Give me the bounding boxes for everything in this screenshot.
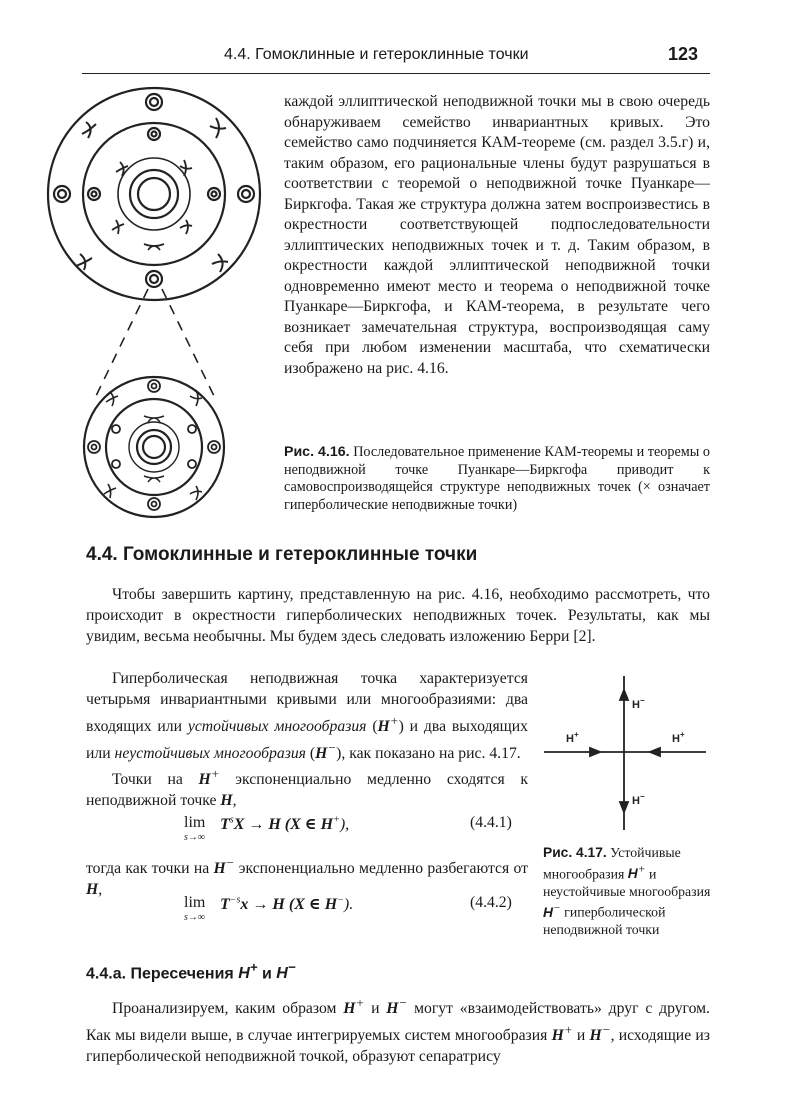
paragraph-hyperbolic bbox=[86, 668, 528, 764]
equation-4-4-2: lim s→∞ $T^{-s}x \to H$ (X ∈ H−). bbox=[184, 894, 354, 923]
symbol-h-plus: H+ bbox=[343, 995, 365, 1018]
text-run: экспоненциально медленно разбегаются от bbox=[234, 860, 528, 878]
subsection-title: 4.4.а. Пересечения H+ и H− bbox=[86, 960, 296, 983]
text-run: , исходящие из гиперболической неподвижной точкой, образуют сепаратрису bbox=[86, 1027, 710, 1066]
label-h-minus-top: H− bbox=[632, 696, 645, 711]
figure-4-16-label: Рис. 4.16. bbox=[284, 444, 350, 460]
text-run: ( bbox=[305, 745, 316, 763]
symbol-h-plus: H+ bbox=[377, 713, 399, 736]
caption-text: гиперболической неподвижной точки bbox=[543, 904, 666, 938]
symbol-h: H bbox=[220, 792, 233, 810]
middle-circle bbox=[83, 123, 225, 265]
arrow-left-icon bbox=[650, 748, 660, 756]
symbol-h-minus: H− bbox=[589, 1022, 611, 1045]
term-unstable-manifolds: неустойчивых многообразия bbox=[114, 745, 306, 763]
text-run: Гиперболическая неподвижная точка характеризуется четырьмя инвариантными кривыми или многообразиями: два входящих или bbox=[86, 670, 528, 736]
header-rule bbox=[82, 73, 710, 74]
label-h-plus-left: H+ bbox=[566, 730, 579, 745]
symbol-h-plus: H+ bbox=[198, 766, 220, 789]
symbol-h-minus: H− bbox=[213, 855, 235, 878]
symbol-h-minus: H− bbox=[276, 960, 296, 983]
text-run: Проанализируем, каким образом bbox=[112, 1000, 344, 1018]
eq-lim: lim bbox=[184, 894, 206, 911]
eq-exponent: −s bbox=[229, 894, 241, 906]
caption-text: и неустойчивые многообразия bbox=[543, 866, 711, 899]
text-run: экспоненциально медленно сходятся к неподвижной точке bbox=[86, 771, 529, 810]
figure-4-17-caption bbox=[543, 844, 711, 939]
figure-4-16-caption bbox=[284, 444, 710, 514]
paragraph-intro: Чтобы завершить картину, представленную на рис. 4.16, необходимо рассмотреть, что происходит в окрестности гиперболических неподвижных точек. Результаты, как мы увидим, весьма необычны. Мы будем здесь следовать изложению Берри [2]. bbox=[86, 586, 710, 645]
equation-4-4-1: lim s→∞ $T^sX \to H$ (X ∈ H+), bbox=[184, 814, 350, 843]
symbol-h-plus: H+ bbox=[627, 863, 646, 882]
eq-operator: T bbox=[220, 816, 230, 833]
running-header: 4.4. Гомоклинные и гетероклинные точки bbox=[224, 46, 529, 63]
figure-4-16-diagram bbox=[50, 84, 270, 524]
text-run: тогда как точки на bbox=[86, 860, 214, 878]
figure-4-16-caption-text: Последовательное применение КАМ-теоремы и теоремы о неподвижной точке Пуанкаре—Биркгофа приводит к самовоспроизводящейся структуре неподвижных точек (× означает гиперболические неподвижные точки) bbox=[284, 444, 710, 513]
paragraph-analysis bbox=[86, 992, 710, 1067]
symbol-h: H bbox=[86, 881, 99, 899]
paragraph-points bbox=[86, 763, 528, 811]
eq-tail: ). bbox=[343, 896, 354, 913]
arrow-right-icon bbox=[590, 748, 600, 756]
eq-exponent: s bbox=[229, 814, 234, 826]
symbol-h-minus: H− bbox=[386, 995, 408, 1018]
arrow-up-icon bbox=[620, 690, 628, 700]
text-run: Точки на bbox=[112, 771, 199, 789]
paragraph-while bbox=[86, 852, 528, 900]
label-h-plus-right: H+ bbox=[672, 730, 685, 745]
symbol-h-plus: H+ bbox=[238, 960, 258, 983]
text-run: ), как показано на рис. 4.17. bbox=[336, 745, 521, 763]
symbol-h-plus: H+ bbox=[551, 1022, 573, 1045]
paragraph-top: каждой эллиптической неподвижной точки мы в свою очередь обнаруживаем семейство инвариантных кривых. Это семейство само подчиняется КАМ-теореме (см. раздел 3.5.г) и, таким образом, его рациональные члены будут разрушаться в соответствии с теоремой о неподвижной точке Пуанкаре—Биркгофа. Такая же структура должна затем воспроизвестись в окрестности соответствующей подпоследовательности эллиптических неподвижных точек и т. д. Таким образом, в окрестности каждой эллиптической неподвижной точки одновременно имеют место и теорема о неподвижной точке Пуанкаре—Биркгофа, и КАМ-теорема, в результате чего возникает замечательная структура, воспроизводящая саму себя при любом изменении масштаба, что схематически изображено на рис. 4.16. bbox=[284, 93, 710, 377]
symbol-h-minus: H− bbox=[315, 740, 337, 763]
outer-circle bbox=[48, 88, 260, 300]
equation-number-4-4-1: (4.4.1) bbox=[470, 814, 512, 831]
magnified-hyperbolic-points bbox=[104, 390, 202, 500]
equation-number-4-4-2: (4.4.2) bbox=[470, 894, 512, 911]
eq-tail: ), bbox=[339, 816, 350, 833]
page-number: 123 bbox=[668, 44, 699, 64]
text-run: , bbox=[98, 881, 103, 899]
label-h-minus-bottom: H− bbox=[632, 792, 645, 807]
caption-text: Устойчивые многообразия bbox=[543, 845, 681, 882]
magnified-middle-circle bbox=[106, 399, 202, 495]
text-run: , bbox=[232, 792, 237, 810]
eq-lim-subscript: s→∞ bbox=[184, 832, 206, 843]
text-run: ) и два выходящих или bbox=[86, 718, 528, 763]
eq-lim-subscript: s→∞ bbox=[184, 912, 206, 923]
text-run: могут «взаимодействовать» друг с другом. Как мы видели выше, в случае интегрируемых систем многообразия bbox=[86, 1000, 710, 1045]
figure-4-17-label: Рис. 4.17. bbox=[543, 845, 607, 860]
text-run: и bbox=[572, 1027, 590, 1045]
eq-body: x → H (X ∈ H bbox=[240, 896, 338, 913]
text-run: и bbox=[364, 1000, 387, 1018]
eq-lim: lim bbox=[184, 814, 206, 831]
section-title: 4.4. Гомоклинные и гетероклинные точки bbox=[86, 544, 478, 565]
term-stable-manifolds: устойчивых многообразия bbox=[187, 718, 367, 736]
text-run: ( bbox=[366, 718, 378, 736]
symbol-h-minus: H− bbox=[543, 902, 561, 920]
eq-operator: T bbox=[220, 896, 230, 913]
arrow-down-icon bbox=[620, 802, 628, 812]
eq-body: X → H (X ∈ H bbox=[233, 816, 334, 833]
figure-4-17-diagram bbox=[540, 672, 710, 834]
